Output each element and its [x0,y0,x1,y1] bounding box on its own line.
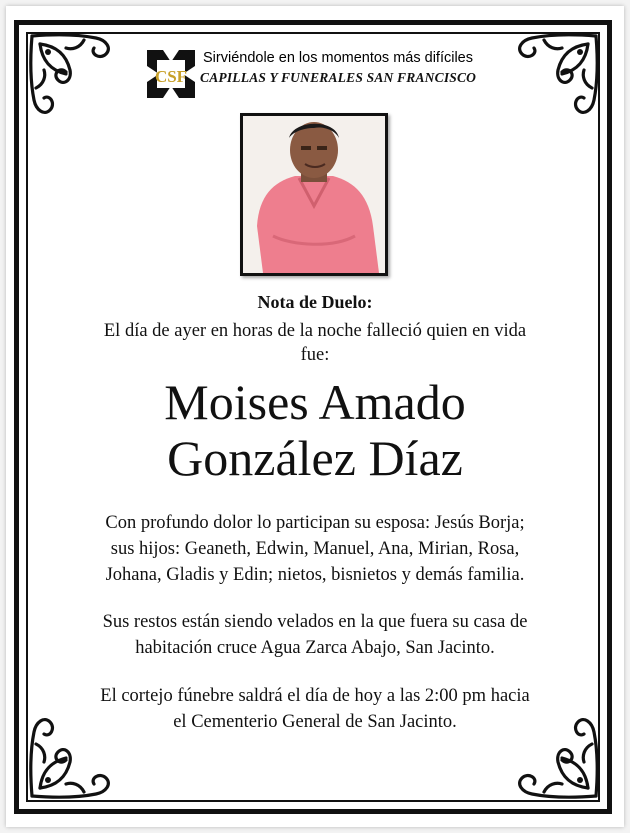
slogan-text: Sirviéndole en los momentos más difíciles [203,50,473,66]
wake-line: Sus restos están siendo velados en la que fuera su casa de [102,612,528,632]
deceased-name-line: González Díaz [167,430,463,486]
procession-paragraph [40,683,590,735]
intro-line: fue: [300,345,330,365]
procession-line: el Cementerio General de San Jacinto. [173,712,457,732]
family-line: Johana, Gladis y Edin; nietos, bisnietos y demás familia. [105,565,525,585]
intro-text [40,319,590,367]
deceased-name [40,374,590,486]
funeral-home-header [145,44,515,100]
family-line: Con profundo dolor lo participan su esposa: Jesús Borja; [105,513,525,533]
cross-logo-icon [145,48,197,100]
svg-text:CSF: CSF [154,67,188,86]
corner-ornament-top-left [26,30,122,126]
deceased-name-line: Moises Amado [164,374,466,430]
funeral-home-logo [145,48,197,100]
notice-title: Nota de Duelo: [257,292,373,312]
intro-line: El día de ayer en horas de la noche falleció quien en vida [103,321,527,341]
deceased-photo [240,113,388,276]
wake-paragraph [40,609,590,661]
corner-ornament-top-right [506,30,602,126]
family-line: sus hijos: Geaneth, Edwin, Manuel, Ana, Mirian, Rosa, [110,539,520,559]
portrait-image [243,116,385,273]
family-paragraph [40,510,590,588]
flourish-icon [506,30,602,126]
company-name: CAPILLAS Y FUNERALES SAN FRANCISCO [200,70,477,85]
flourish-icon [26,30,122,126]
wake-line: habitación cruce Agua Zarca Abajo, San Jacinto. [135,638,495,658]
procession-line: El cortejo fúnebre saldrá el día de hoy a las 2:00 pm hacia [100,686,530,706]
